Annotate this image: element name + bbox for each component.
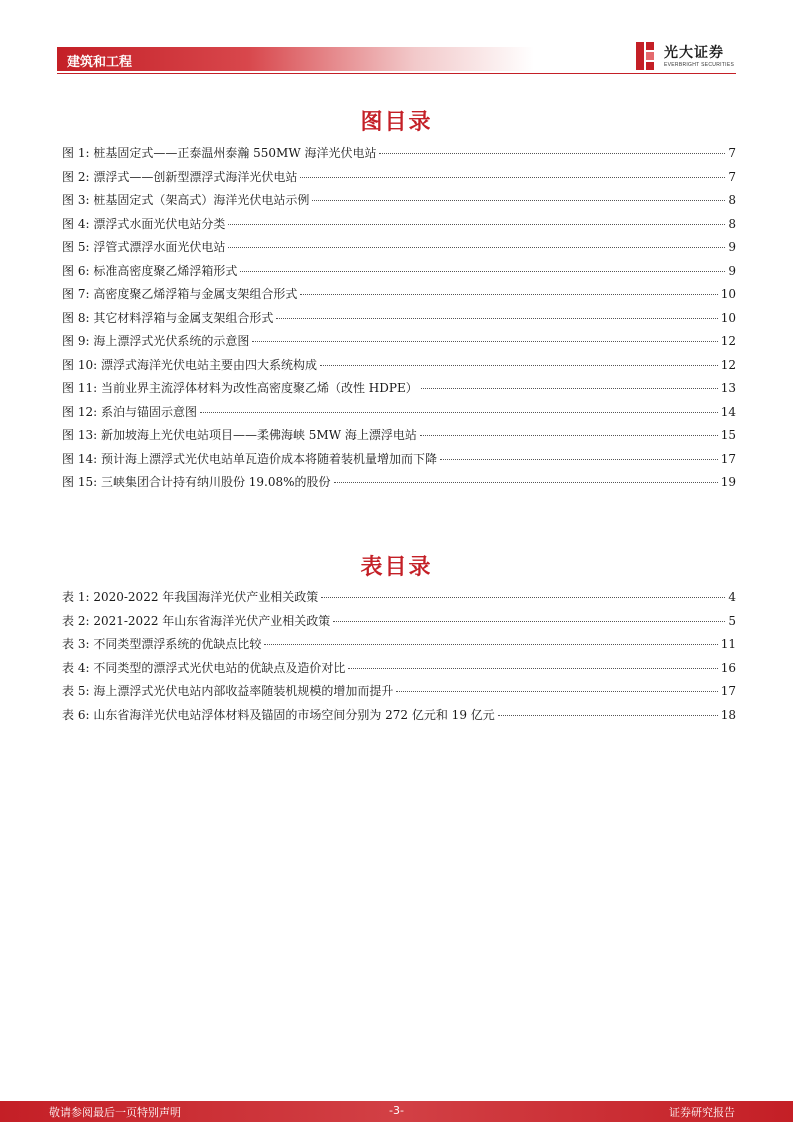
figure-toc-entry-title[interactable]: 桩基固定式——正泰温州泰瀚 550MW 海洋光伏电站 [93,146,377,160]
page-number: -3- [389,1104,404,1117]
dot-leader [312,200,725,201]
logo-text-cn: 光大证券 [664,45,724,61]
figure-toc-entry-page[interactable]: 10 [720,310,736,325]
tables-list [62,588,736,729]
figure-toc-entry[interactable] [62,332,736,356]
figure-toc-entry-page[interactable]: 7 [728,169,736,184]
footer-report-type: 证券研究报告 [669,1106,735,1119]
figure-toc-entry-label: 图 6: [62,263,90,278]
table-toc-entry[interactable] [62,635,736,659]
figure-toc-entry[interactable] [62,285,736,309]
figure-toc-entry-page[interactable]: 9 [728,263,736,278]
table-toc-entry-label: 表 2: [62,613,90,628]
table-toc-entry-title[interactable]: 2020-2022 年我国海洋光伏产业相关政策 [93,590,319,604]
figure-toc-entry[interactable] [62,379,736,403]
figure-toc-entry[interactable] [62,309,736,333]
figure-toc-entry-label: 图 5: [62,240,90,254]
dot-leader [264,644,717,645]
figure-toc-entry-label: 图 4: [62,216,90,231]
figure-toc-entry-label: 图 7: [62,287,90,301]
figure-toc-entry-page[interactable]: 12 [720,357,736,372]
figure-toc-entry-label: 图 12: [62,404,98,419]
figure-toc-entry-page[interactable]: 8 [728,216,736,231]
figure-toc-entry-label: 图 13: [62,428,98,442]
table-toc-entry-title[interactable]: 2021-2022 年山东省海洋光伏产业相关政策 [93,613,331,628]
table-toc-entry-title[interactable]: 不同类型漂浮系统的优缺点比较 [93,637,262,651]
figure-toc-entry-title[interactable]: 预计海上漂浮式光伏电站单瓦造价成本将随着装机量增加而下降 [100,451,437,466]
table-toc-entry-title[interactable]: 山东省海洋光伏电站浮体材料及锚固的市场空间分别为 272 亿元和 19 亿元 [93,707,495,722]
figure-toc-entry-title[interactable]: 漂浮式水面光伏电站分类 [93,216,226,231]
figure-toc-entry-title[interactable]: 漂浮式——创新型漂浮式海洋光伏电站 [93,169,298,184]
figure-toc-entry[interactable] [62,262,736,286]
figure-toc-entry[interactable] [62,473,736,497]
header-band [57,47,534,71]
dot-leader [276,318,717,319]
dot-leader [396,691,717,692]
table-toc-entry-page[interactable]: 5 [728,613,736,628]
table-toc-entry-page[interactable]: 18 [720,707,736,722]
figure-toc-entry-label: 图 2: [62,169,90,184]
figure-toc-entry-page[interactable]: 12 [720,334,736,348]
header-rule [57,73,736,74]
table-toc-entry-page[interactable]: 11 [720,637,736,651]
figures-title: 图目录 [360,110,433,135]
figure-toc-entry-title[interactable]: 漂浮式海洋光伏电站主要由四大系统构成 [100,357,317,372]
figure-toc-entry[interactable] [62,356,736,380]
brand-logo [636,40,736,72]
footer-disclaimer: 敬请参阅最后一页特别声明 [49,1106,181,1119]
table-toc-entry-label: 表 6: [62,707,90,722]
figure-toc-entry-label: 图 8: [62,310,90,325]
everbright-logo-icon [636,42,654,70]
dot-leader [300,177,725,178]
figure-toc-entry-label: 图 11: [62,381,98,395]
table-toc-entry-label: 表 3: [62,637,90,651]
figure-toc-entry-title[interactable]: 桩基固定式（架高式）海洋光伏电站示例 [93,193,310,207]
dot-leader [228,247,725,248]
figure-toc-entry[interactable] [62,426,736,450]
logo-text-en: EVERBRIGHT SECURITIES [664,62,735,68]
dot-leader [321,597,725,598]
figure-toc-entry-page[interactable]: 19 [720,475,736,489]
figure-toc-entry-page[interactable]: 10 [720,287,736,301]
dot-leader [333,621,725,622]
figure-toc-entry-title[interactable]: 其它材料浮箱与金属支架组合形式 [93,310,274,325]
figure-toc-entry-title[interactable]: 标准高密度聚乙烯浮箱形式 [93,263,238,278]
figure-toc-entry[interactable] [62,450,736,474]
table-toc-entry[interactable] [62,706,736,730]
figure-toc-entry-title[interactable]: 系泊与锚固示意图 [100,404,197,419]
figure-toc-entry-label: 图 9: [62,334,90,348]
table-toc-entry[interactable] [62,612,736,636]
figure-toc-entry-label: 图 1: [62,146,90,160]
figure-toc-entry-page[interactable]: 15 [720,428,736,442]
dot-leader [420,435,718,436]
figure-toc-entry-label: 图 14: [62,451,98,466]
table-toc-entry[interactable] [62,682,736,706]
table-toc-entry-label: 表 5: [62,684,90,698]
dot-leader [200,412,718,413]
figure-toc-entry-title[interactable]: 浮管式漂浮水面光伏电站 [93,240,226,254]
figure-toc-entry-label: 图 3: [62,193,90,207]
figure-toc-entry-title[interactable]: 新加坡海上光伏电站项目——柔佛海峡 5MW 海上漂浮电站 [100,428,417,442]
figure-toc-entry-label: 图 15: [62,475,98,489]
figures-list [62,144,736,497]
figure-toc-entry-page[interactable]: 14 [720,404,736,419]
table-toc-entry-label: 表 4: [62,660,90,675]
figure-toc-entry[interactable] [62,168,736,192]
table-toc-entry[interactable] [62,659,736,683]
figure-toc-entry[interactable] [62,191,736,215]
figure-toc-entry-title[interactable]: 高密度聚乙烯浮箱与金属支架组合形式 [93,287,298,301]
figure-toc-entry-label: 图 10: [62,357,98,372]
table-toc-entry-page[interactable]: 4 [728,590,736,604]
figure-toc-entry-page[interactable]: 7 [728,146,736,160]
figure-toc-entry[interactable] [62,215,736,239]
dot-leader [300,294,717,295]
dot-leader [421,388,718,389]
table-toc-entry-page[interactable]: 16 [720,660,736,675]
figure-toc-entry-title[interactable]: 三峡集团合计持有纳川股份 19.08%的股份 [100,475,331,489]
dot-leader [379,153,725,154]
figure-toc-entry-title[interactable]: 海上漂浮式光伏系统的示意图 [93,334,250,348]
figure-toc-entry[interactable] [62,144,736,168]
dot-leader [348,668,717,669]
figure-toc-entry[interactable] [62,403,736,427]
figure-toc-entry-page[interactable]: 13 [720,381,736,395]
table-toc-entry-title[interactable]: 不同类型的漂浮式光伏电站的优缺点及造价对比 [93,660,346,675]
figure-toc-entry-page[interactable]: 8 [728,193,736,207]
tables-title: 表目录 [360,555,433,580]
table-toc-entry-page[interactable]: 17 [720,684,736,698]
figure-toc-entry-page[interactable]: 9 [728,240,736,254]
section-label: 建筑和工程 [67,55,133,70]
dot-leader [240,271,725,272]
dot-leader [498,715,718,716]
figure-toc-entry-page[interactable]: 17 [720,451,736,466]
figure-toc-entry[interactable] [62,238,736,262]
dot-leader [334,482,718,483]
table-toc-entry-label: 表 1: [62,590,90,604]
figure-toc-entry-title[interactable]: 当前业界主流浮体材料为改性高密度聚乙烯（改性 HDPE） [100,381,418,395]
dot-leader [320,365,718,366]
table-toc-entry-title[interactable]: 海上漂浮式光伏电站内部收益率随装机规模的增加而提升 [93,684,394,698]
table-toc-entry[interactable] [62,588,736,612]
dot-leader [252,341,717,342]
dot-leader [440,459,718,460]
dot-leader [228,224,725,225]
